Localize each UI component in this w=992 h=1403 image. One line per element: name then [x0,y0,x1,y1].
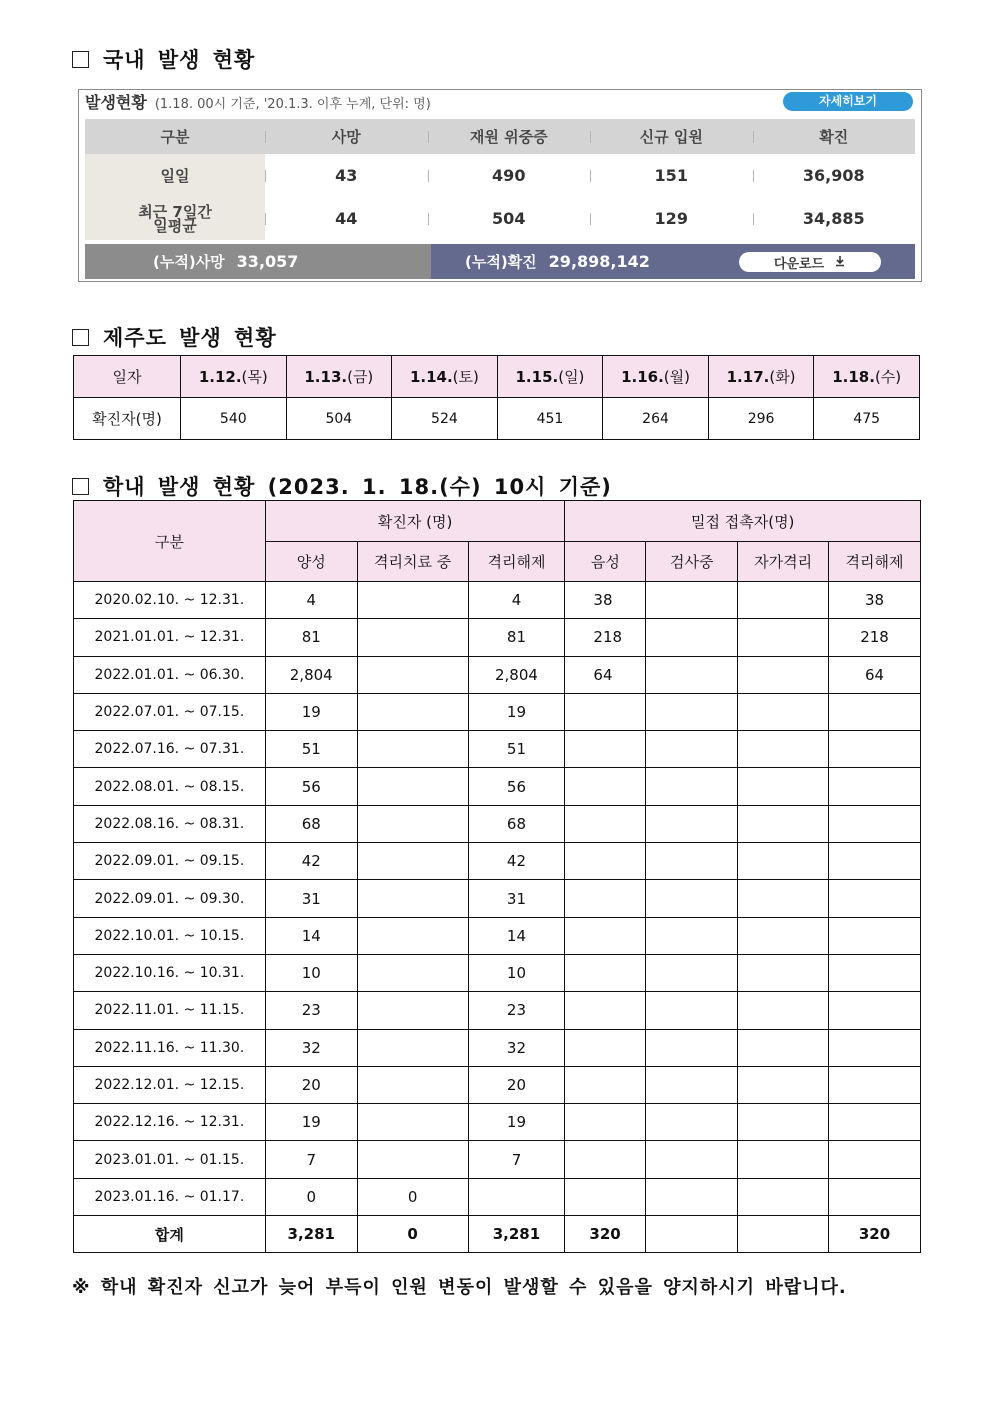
value-cell [829,731,921,768]
checkbox-square-icon [72,51,89,68]
value-cell [646,1066,738,1103]
value-cell: 23 [468,992,565,1029]
value-cell [829,843,921,880]
value-cell [738,843,829,880]
value-cell: 81 [265,619,357,656]
value-cell [565,880,646,917]
national-header-cell: 신규 입원 [590,126,753,147]
value-cell [738,1104,829,1141]
value-cell [357,992,468,1029]
period-cell: 2022.09.01. ~ 09.15. [74,843,266,880]
value-cell [468,1178,565,1215]
checkbox-square-icon [72,478,89,495]
jeju-date-cell: 1.14.(토) [392,356,498,398]
jeju-count-row [74,398,920,440]
value-cell [357,731,468,768]
table-row [74,1141,921,1178]
table-row [74,992,921,1029]
jeju-table [73,355,920,440]
value-cell [738,768,829,805]
value-cell [357,1141,468,1178]
confirmed-group-header: 확진자 (명) [265,501,565,542]
value-cell: 218 [829,619,921,656]
table-row [74,731,921,768]
value-cell [357,954,468,991]
value-cell: 10 [265,954,357,991]
cumulative-death: (누적)사망 33,057 [85,244,431,279]
value-cell [829,1104,921,1141]
value-cell: 218 [565,619,646,656]
value-cell [646,954,738,991]
value-cell [738,917,829,954]
value-cell: 20 [468,1066,565,1103]
jeju-count-cell: 451 [497,398,603,440]
table-row [74,917,921,954]
jeju-count-cell: 524 [392,398,498,440]
value-cell [565,992,646,1029]
period-cell: 2022.12.16. ~ 12.31. [74,1104,266,1141]
jeju-count-cell: 504 [286,398,392,440]
table-row [74,1178,921,1215]
value-cell: 38 [565,582,646,619]
period-cell: 2022.07.01. ~ 07.15. [74,693,266,730]
school-subheader-cell: 양성 [265,542,357,582]
value-cell [738,1141,829,1178]
period-cell: 2022.07.16. ~ 07.31. [74,731,266,768]
national-value-cell: 36,908 [753,166,916,185]
value-cell [738,619,829,656]
value-cell [738,1178,829,1215]
total-cell: 3,281 [265,1216,357,1253]
value-cell [357,880,468,917]
checkbox-square-icon [72,329,89,346]
value-cell: 4 [468,582,565,619]
period-cell: 2022.11.01. ~ 11.15. [74,992,266,1029]
panel-title: 발생현황 [85,93,147,112]
value-cell: 19 [468,693,565,730]
value-cell [738,582,829,619]
value-cell [646,880,738,917]
school-category-header: 구분 [74,501,266,582]
table-row [74,1066,921,1103]
value-cell: 31 [265,880,357,917]
national-status-panel [78,89,922,282]
value-cell: 56 [265,768,357,805]
national-header-cell: 구분 [160,128,190,146]
national-data-row [85,197,915,240]
value-cell [738,1029,829,1066]
value-cell [565,917,646,954]
jeju-label-cell: 확진자(명) [74,398,181,440]
national-header-cell: 사망 [265,126,428,147]
value-cell [565,731,646,768]
period-cell: 2022.10.01. ~ 10.15. [74,917,266,954]
value-cell [565,1066,646,1103]
national-value-cell: 504 [428,209,591,228]
jeju-date-cell: 1.18.(수) [814,356,920,398]
period-cell: 2022.12.01. ~ 12.15. [74,1066,266,1103]
value-cell: 51 [468,731,565,768]
total-cell: 320 [565,1216,646,1253]
value-cell: 23 [265,992,357,1029]
value-cell: 7 [468,1141,565,1178]
period-cell: 2023.01.16. ~ 01.17. [74,1178,266,1215]
value-cell [646,656,738,693]
value-cell: 2,804 [265,656,357,693]
value-cell [357,1066,468,1103]
period-cell: 2022.01.01. ~ 06.30. [74,656,266,693]
cumulative-confirmed-value: 29,898,142 [548,252,650,271]
period-cell: 2023.01.01. ~ 01.15. [74,1141,266,1178]
value-cell: 32 [265,1029,357,1066]
value-cell [565,1141,646,1178]
value-cell [565,693,646,730]
value-cell [565,1029,646,1066]
jeju-date-cell: 1.15.(일) [497,356,603,398]
national-value-cell: 129 [590,209,753,228]
total-row [74,1216,921,1253]
national-value-cell: 34,885 [753,209,916,228]
value-cell [646,1104,738,1141]
table-row [74,954,921,991]
national-value-cell: 44 [265,209,428,228]
value-cell [357,805,468,842]
value-cell: 38 [829,582,921,619]
footnote: ※ 학내 확진자 신고가 늦어 부득이 인원 변동이 발생할 수 있음을 양지하시기 바랍니다. [72,1277,847,1298]
value-cell [646,917,738,954]
section-title-national: 국내 발생 현황 [72,44,255,74]
total-cell: 0 [357,1216,468,1253]
value-cell [357,582,468,619]
total-cell: 3,281 [468,1216,565,1253]
period-cell: 2022.09.01. ~ 09.30. [74,880,266,917]
value-cell [738,954,829,991]
download-arrow-icon [834,255,846,270]
value-cell [357,656,468,693]
value-cell [829,917,921,954]
value-cell [829,805,921,842]
value-cell [829,880,921,917]
value-cell: 68 [265,805,357,842]
table-row [74,693,921,730]
total-cell [646,1216,738,1253]
national-value-cell: 490 [428,166,591,185]
detail-view-button[interactable]: 자세히보기 [783,92,913,111]
school-table [73,500,921,1253]
value-cell [357,1104,468,1141]
section-title-jeju: 제주도 발생 현황 [72,322,277,352]
national-header-row [85,119,915,154]
value-cell: 4 [265,582,357,619]
national-value-cell: 151 [590,166,753,185]
total-cell [738,1216,829,1253]
value-cell [646,582,738,619]
row-label: 최근 7일간 일평균 [85,197,265,240]
value-cell [357,1029,468,1066]
value-cell: 68 [468,805,565,842]
school-subheader-cell: 격리해제 [468,542,565,582]
school-subheader-cell: 격리치료 중 [357,542,468,582]
jeju-date-cell: 1.12.(목) [181,356,287,398]
national-grid [85,119,915,240]
value-cell [646,619,738,656]
jeju-date-row [74,356,920,398]
table-row [74,582,921,619]
panel-subtitle: (1.18. 00시 기준, '20.1.3. 이후 누계, 단위: 명) [154,97,431,112]
school-subheader-cell: 격리해제 [829,542,921,582]
value-cell [829,693,921,730]
period-cell: 2022.10.16. ~ 10.31. [74,954,266,991]
value-cell [357,619,468,656]
value-cell: 14 [265,917,357,954]
school-subheader-cell: 음성 [565,542,646,582]
value-cell [646,1029,738,1066]
value-cell: 42 [468,843,565,880]
value-cell [738,1066,829,1103]
national-value-cell: 43 [265,166,428,185]
value-cell [565,843,646,880]
value-cell [646,731,738,768]
value-cell [738,805,829,842]
period-cell: 2022.08.01. ~ 08.15. [74,768,266,805]
value-cell [829,1029,921,1066]
table-row [74,1029,921,1066]
value-cell: 51 [265,731,357,768]
section-title-school: 학내 발생 현황 (2023. 1. 18.(수) 10시 기준) [72,471,612,501]
value-cell [646,768,738,805]
cumulative-confirmed: (누적)확진 29,898,142 다운로드 [431,244,915,279]
row-label: 일일 [85,154,265,197]
value-cell: 19 [468,1104,565,1141]
value-cell [357,843,468,880]
value-cell: 81 [468,619,565,656]
jeju-count-cell: 540 [181,398,287,440]
value-cell: 42 [265,843,357,880]
national-data-row [85,154,915,197]
value-cell: 64 [565,656,646,693]
contact-group-header: 밀접 접촉자(명) [565,501,921,542]
panel-header [85,90,431,114]
table-row [74,880,921,917]
cumulative-bar [85,244,915,279]
table-row [74,656,921,693]
value-cell [738,656,829,693]
value-cell [357,693,468,730]
value-cell: 31 [468,880,565,917]
value-cell: 10 [468,954,565,991]
table-row [74,805,921,842]
value-cell [738,880,829,917]
jeju-count-cell: 264 [603,398,709,440]
total-cell: 320 [829,1216,921,1253]
value-cell [646,843,738,880]
school-subheader-cell: 자가격리 [738,542,829,582]
table-row [74,619,921,656]
value-cell [646,693,738,730]
value-cell [565,1104,646,1141]
period-cell: 2022.08.16. ~ 08.31. [74,805,266,842]
value-cell [357,768,468,805]
value-cell [565,805,646,842]
value-cell: 32 [468,1029,565,1066]
value-cell [738,992,829,1029]
table-row [74,1104,921,1141]
value-cell [565,1178,646,1215]
value-cell: 64 [829,656,921,693]
period-cell: 2020.02.10. ~ 12.31. [74,582,266,619]
value-cell [829,768,921,805]
national-header-cell: 확진 [753,126,916,147]
period-cell: 2022.11.16. ~ 11.30. [74,1029,266,1066]
table-row [74,768,921,805]
jeju-count-cell: 296 [708,398,814,440]
jeju-date-cell: 1.16.(월) [603,356,709,398]
value-cell [646,805,738,842]
value-cell: 2,804 [468,656,565,693]
value-cell [646,992,738,1029]
value-cell: 0 [265,1178,357,1215]
value-cell: 19 [265,693,357,730]
table-row [74,843,921,880]
value-cell [829,954,921,991]
value-cell [565,768,646,805]
period-cell: 2021.01.01. ~ 12.31. [74,619,266,656]
cumulative-death-value: 33,057 [236,252,299,271]
value-cell [738,693,829,730]
value-cell: 56 [468,768,565,805]
value-cell [829,1066,921,1103]
value-cell: 19 [265,1104,357,1141]
value-cell: 7 [265,1141,357,1178]
national-header-cell: 재원 위중증 [428,126,591,147]
value-cell [357,917,468,954]
value-cell: 0 [357,1178,468,1215]
value-cell: 20 [265,1066,357,1103]
jeju-count-cell: 475 [814,398,920,440]
value-cell [565,954,646,991]
value-cell [738,731,829,768]
jeju-label-cell: 일자 [74,356,181,398]
total-label: 합계 [74,1216,266,1253]
value-cell [829,1141,921,1178]
value-cell [646,1141,738,1178]
value-cell [829,1178,921,1215]
value-cell: 14 [468,917,565,954]
value-cell [829,992,921,1029]
download-button[interactable]: 다운로드 [739,252,881,272]
school-subheader-cell: 검사중 [646,542,738,582]
jeju-date-cell: 1.13.(금) [286,356,392,398]
jeju-date-cell: 1.17.(화) [708,356,814,398]
school-header-row [74,501,921,542]
value-cell [646,1178,738,1215]
